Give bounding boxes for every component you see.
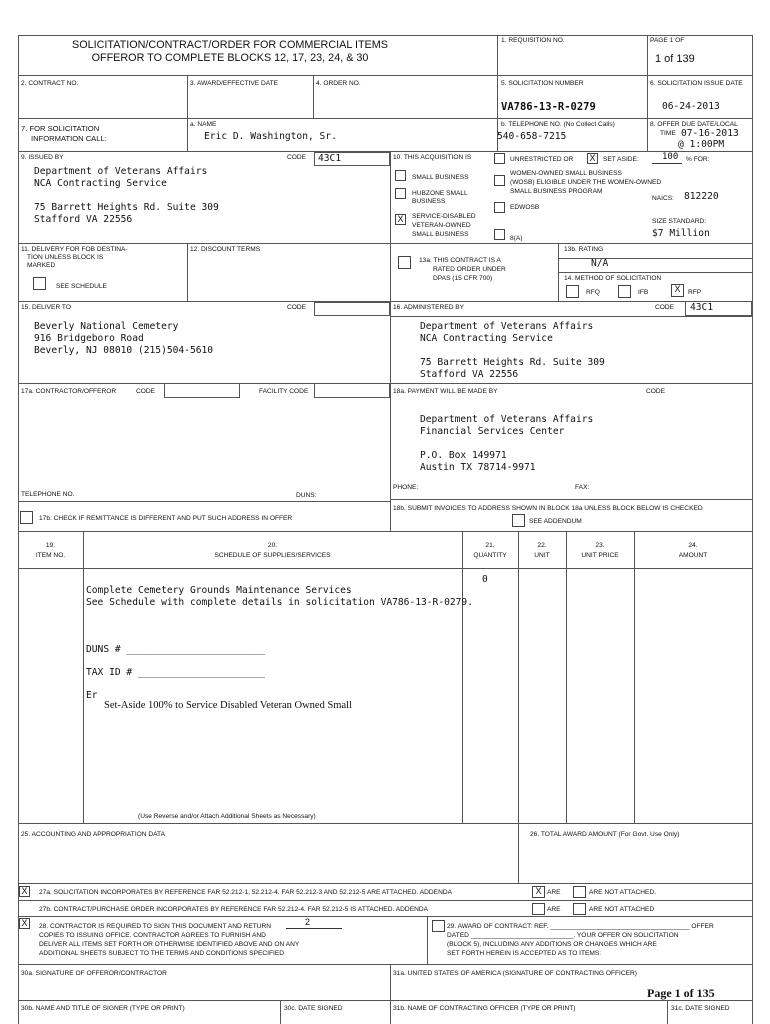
- info-call-label-1: 7. FOR SOLICITATION: [21, 124, 100, 133]
- size-standard-label: SIZE STANDARD:: [652, 218, 707, 225]
- rfq-checkbox[interactable]: [566, 285, 579, 298]
- remittance-checkbox[interactable]: [20, 511, 33, 524]
- wosb-label: [510, 170, 661, 196]
- clause-27a-are-checkbox[interactable]: X: [532, 886, 545, 898]
- offer-due-date: 07-16-2013: [681, 128, 739, 139]
- rfq-label: RFQ: [586, 289, 600, 296]
- offer-due-time: @ 1:00PM: [678, 139, 725, 150]
- hubzone-label-2: BUSINESS: [412, 198, 446, 205]
- submit-invoices-label: 18b. SUBMIT INVOICES TO ADDRESS SHOWN IN BLOCK 18a UNLESS BLOCK BELOW IS CHECKED: [393, 505, 703, 512]
- clause-28-checkbox[interactable]: X: [19, 918, 30, 929]
- unrestricted-checkbox[interactable]: [494, 153, 505, 164]
- administered-by-code-label: CODE: [655, 304, 675, 311]
- acquisition-label: 10. THIS ACQUISITION IS: [393, 154, 472, 161]
- set-aside-checkbox[interactable]: X: [587, 153, 598, 164]
- administered-by-address: [420, 321, 605, 381]
- set-aside-percent: 100: [662, 152, 679, 162]
- er-text: Er: [86, 690, 98, 701]
- schedule-desc-line1: Complete Cemetery Grounds Maintenance Services: [86, 585, 352, 596]
- issued-by-code: 43C1: [318, 153, 342, 164]
- edwosb-label: EDWOSB: [510, 204, 540, 211]
- clause-27b-are-label: ARE: [547, 906, 561, 913]
- wosb-checkbox[interactable]: [494, 175, 505, 186]
- col20-label: SCHEDULE OF SUPPLIES/SERVICES: [214, 552, 331, 559]
- schedule-footnote: (Use Reverse and/or Attach Additional Sheets as Necessary): [138, 813, 316, 820]
- col23-num: 23.: [595, 542, 605, 549]
- wosb-label-3: SMALL BUSINESS PROGRAM: [510, 188, 603, 195]
- col19-num: 19.: [45, 542, 56, 549]
- payment-fax-label: FAX:: [575, 484, 590, 491]
- edwosb-checkbox[interactable]: [494, 202, 505, 213]
- ifb-checkbox[interactable]: [618, 285, 631, 298]
- payment-phone-label: PHONE:: [393, 484, 419, 491]
- page-count: 1 of 139: [655, 53, 695, 65]
- contractor-duns-label: DUNS:: [296, 492, 317, 499]
- administered-by-line1: Department of Veterans Affairs: [420, 321, 594, 332]
- eight-a-checkbox[interactable]: [494, 229, 505, 240]
- col-quantity-header: [462, 542, 518, 560]
- clause-29-line4: SET FORTH HEREIN IS ACCEPTED AS TO ITEMS:: [447, 950, 602, 957]
- clause-29-line2: DATED ____________________________. YOUR OFFER ON SOLICITATION: [447, 932, 679, 939]
- clause-28-text: [39, 922, 299, 958]
- unrestricted-label: UNRESTRICTED OR: [510, 156, 574, 163]
- col23-label: UNIT PRICE: [581, 552, 619, 559]
- issued-by-line4: Stafford VA 22556: [34, 214, 133, 225]
- sdvosb-label-3: SMALL BUSINESS: [412, 231, 469, 238]
- schedule-description: [86, 585, 473, 609]
- schedule-desc-line2: See Schedule with complete details in solicitation VA786-13-R-0279.: [86, 597, 473, 608]
- payment-line4: Austin TX 78714-9971: [420, 462, 536, 473]
- facility-code-box[interactable]: [314, 383, 390, 398]
- contractor-code-box[interactable]: [164, 383, 240, 398]
- deliver-to-code-box: [314, 302, 390, 316]
- clause-29-line1: 29. AWARD OF CONTRACT: REF. ______________________________________ OFFER: [447, 923, 714, 930]
- col22-num: 22.: [537, 542, 547, 549]
- signer-name-label: 30b. NAME AND TITLE OF SIGNER (TYPE OR PRINT): [21, 1005, 185, 1012]
- contact-name: Eric D. Washington, Sr.: [204, 131, 337, 142]
- percent-underline: [652, 163, 682, 164]
- clause-27a-are-not-checkbox[interactable]: [573, 886, 586, 898]
- payment-label: 18a. PAYMENT WILL BE MADE BY: [393, 388, 498, 395]
- co-name-label: 31b. NAME OF CONTRACTING OFFICER (TYPE OR PRINT): [393, 1005, 576, 1012]
- name-label: a. NAME: [190, 121, 217, 128]
- clause-29-text: [447, 922, 714, 958]
- percent-for-label: % FOR:: [686, 156, 710, 163]
- dpas-label-2: RATED ORDER UNDER: [433, 266, 506, 273]
- ifb-label: IFB: [638, 289, 649, 296]
- payment-line3: P.O. Box 149971: [420, 450, 507, 461]
- issued-by-line1: Department of Veterans Affairs: [34, 166, 208, 177]
- page-label: PAGE 1 OF: [650, 37, 685, 44]
- addendum-label: SEE ADDENDUM: [529, 518, 582, 525]
- clause-27a-label: 27a. SOLICITATION INCORPORATES BY REFERENCE FAR 52.212-1, 52.212-4. FAR 52.212-3 AND 52.212-5 ARE ATTACHED. ADDENDA: [39, 889, 452, 896]
- contractor-code-label: CODE: [136, 388, 156, 395]
- order-no-label: 4. ORDER NO.: [316, 80, 361, 87]
- page-footer: Page 1 of 135: [647, 986, 715, 1000]
- clause-28-line2: COPIES TO ISSUING OFFICE. CONTRACTOR AGREES TO FURNISH AND: [39, 932, 266, 939]
- addendum-checkbox[interactable]: [512, 514, 525, 527]
- deliver-to-line2: 916 Bridgeboro Road: [34, 333, 144, 344]
- payment-address: [420, 414, 593, 474]
- delivery-fob-label-3: MARKED: [27, 262, 56, 269]
- rating-label: 13b. RATING: [564, 246, 604, 253]
- administered-by-line3: 75 Barrett Heights Rd. Suite 309: [420, 357, 605, 368]
- signature-offeror-label: 30a. SIGNATURE OF OFFEROR/CONTRACTOR: [21, 970, 167, 977]
- dpas-label: [419, 257, 506, 283]
- clause-27b-are-not-checkbox[interactable]: [573, 903, 586, 915]
- solicitation-number: VA786-13-R-0279: [501, 101, 596, 113]
- clause-28-line4: ADDITIONAL SHEETS SUBJECT TO THE TERMS AND CONDITIONS SPECIFIED: [39, 950, 284, 957]
- requisition-no-label: 1. REQUISITION NO.: [501, 37, 565, 44]
- clause-28-copies-underline: [286, 928, 342, 929]
- deliver-to-line1: Beverly National Cemetery: [34, 321, 179, 332]
- rfp-checkbox[interactable]: X: [671, 284, 684, 297]
- col19-label: ITEM NO.: [35, 552, 66, 559]
- form-title: [20, 39, 440, 65]
- signer-date-label: 30c. DATE SIGNED: [284, 1005, 343, 1012]
- sdvosb-label-1: SERVICE-DISABLED: [412, 213, 476, 220]
- form-title-line2: OFFEROR TO COMPLETE BLOCKS 12, 17, 23, 24, & 30: [91, 52, 369, 64]
- sdvosb-label: [412, 213, 476, 239]
- facility-code-label: FACILITY CODE: [259, 388, 309, 395]
- delivery-fob-label-2: TION UNLESS BLOCK IS: [27, 254, 104, 261]
- dpas-label-1: 13a. THIS CONTRACT IS A: [419, 257, 501, 264]
- set-aside-label: SET ASIDE:: [603, 156, 639, 163]
- col21-label: QUANTITY: [473, 552, 507, 559]
- form-title-line1: SOLICITATION/CONTRACT/ORDER FOR COMMERCIAL ITEMS: [72, 39, 388, 51]
- issued-by-address: [34, 166, 219, 226]
- clause-27b-are-not-label: ARE NOT ATTACHED: [589, 906, 655, 913]
- hubzone-checkbox[interactable]: [395, 188, 406, 199]
- sdvosb-checkbox[interactable]: X: [395, 214, 406, 225]
- deliver-to-line3: Beverly, NJ 08010 (215)504-5610: [34, 345, 214, 356]
- issue-date-label: 6. SOLICITATION ISSUE DATE: [650, 80, 743, 87]
- col-item-no-header: [18, 542, 83, 560]
- issued-by-line2: NCA Contracting Service: [34, 178, 167, 189]
- deliver-to-label: 15. DELIVER TO: [21, 304, 71, 311]
- col-unit-price-header: [566, 542, 634, 560]
- see-schedule-checkbox[interactable]: [33, 277, 46, 290]
- issue-date: 06-24-2013: [662, 101, 720, 112]
- offer-due-time-label: TIME: [660, 130, 676, 137]
- col22-label: UNIT: [534, 552, 550, 559]
- contractor-label: 17a. CONTRACTOR/OFFEROR: [21, 388, 117, 395]
- total-award-label: 26. TOTAL AWARD AMOUNT (For Govt. Use Only): [530, 831, 680, 838]
- method-label: 14. METHOD OF SOLICITATION: [564, 275, 662, 282]
- clause-27a-checkbox[interactable]: X: [19, 886, 30, 897]
- small-business-label: SMALL BUSINESS: [412, 174, 469, 181]
- remittance-label: 17b. CHECK IF REMITTANCE IS DIFFERENT AND PUT SUCH ADDRESS IN OFFER: [39, 515, 293, 522]
- rfp-label: RFP: [688, 289, 702, 296]
- accounting-label: 25. ACCOUNTING AND APPROPRIATION DATA: [21, 831, 165, 838]
- col-amount-header: [634, 542, 752, 560]
- naics-label: NAICS:: [652, 195, 674, 202]
- tax-id-line: TAX ID # ______________________: [86, 667, 266, 678]
- hubzone-label: [412, 190, 468, 206]
- delivery-fob-label-1: 11. DELIVERY FOR FOB DESTINA-: [21, 246, 128, 253]
- quantity-value: 0: [482, 574, 488, 585]
- clause-27b-are-checkbox[interactable]: [532, 903, 545, 915]
- payment-code-label: CODE: [646, 388, 666, 395]
- clause-28-line3: DELIVER ALL ITEMS SET FORTH OR OTHERWISE IDENTIFIED ABOVE AND ON ANY: [39, 941, 300, 948]
- col21-num: 21.: [485, 542, 495, 549]
- info-call-label: [21, 124, 107, 144]
- payment-line2: Financial Services Center: [420, 426, 565, 437]
- rating-value: N/A: [591, 258, 609, 269]
- clause-29-line3: (BLOCK 5), INCLUDING ANY ADDITIONS OR CHANGES WHICH ARE: [447, 941, 657, 948]
- info-call-label-2: INFORMATION CALL:: [31, 134, 107, 143]
- administered-by-code: 43C1: [690, 302, 714, 313]
- contractor-telephone-label: TELEPHONE NO.: [21, 491, 75, 498]
- clause-29-checkbox[interactable]: [432, 920, 445, 932]
- col20-num: 20.: [267, 542, 278, 549]
- issued-by-label: 9. ISSUED BY: [21, 154, 64, 161]
- small-business-checkbox[interactable]: [395, 170, 406, 181]
- issued-by-line3: 75 Barrett Heights Rd. Suite 309: [34, 202, 219, 213]
- deliver-to-code-label: CODE: [287, 304, 307, 311]
- size-standard: $7 Million: [652, 228, 710, 239]
- col-schedule-header: [83, 542, 462, 560]
- administered-by-line4: Stafford VA 22556: [420, 369, 519, 380]
- col24-label: AMOUNT: [678, 552, 708, 559]
- eight-a-label: 8(A): [510, 235, 523, 242]
- clause-28-copies: 2: [305, 917, 311, 927]
- col-unit-header: [518, 542, 566, 560]
- solicitation-no-label: 5. SOLICITATION NUMBER: [501, 80, 584, 87]
- administered-by-label: 16. ADMINISTERED BY: [393, 304, 465, 311]
- wosb-label-2: (WOSB) ELIGIBLE UNDER THE WOMEN-OWNED: [510, 179, 662, 186]
- award-date-label: 3. AWARD/EFFECTIVE DATE: [190, 80, 279, 87]
- issued-by-code-label: CODE: [287, 154, 307, 161]
- col24-num: 24.: [688, 542, 698, 549]
- deliver-to-address: [34, 321, 213, 357]
- clause-27b-label: 27b. CONTRACT/PURCHASE ORDER INCORPORATES BY REFERENCE FAR 52.212-4. FAR 52.212-5 IS ATTACHED. ADDENDA: [39, 906, 429, 913]
- offer-due-label: 8. OFFER DUE DATE/LOCAL: [650, 121, 738, 128]
- naics-code: 812220: [684, 191, 719, 202]
- see-schedule-label: SEE SCHEDULE: [56, 283, 107, 290]
- hubzone-label-1: HUBZONE SMALL: [412, 190, 468, 197]
- dpas-checkbox[interactable]: [398, 256, 411, 269]
- delivery-fob-label: [21, 246, 128, 270]
- administered-by-line2: NCA Contracting Service: [420, 333, 553, 344]
- duns-line: DUNS # ________________________: [86, 644, 266, 655]
- signature-co-label: 31a. UNITED STATES OF AMERICA (SIGNATURE OF CONTRACTING OFFICER): [393, 970, 637, 977]
- telephone-label: b. TELEPHONE NO. (No Collect Calls): [501, 121, 615, 128]
- set-aside-note: Set-Aside 100% to Service Disabled Veteran Owned Small: [104, 700, 352, 711]
- contract-no-label: 2. CONTRACT NO.: [21, 80, 79, 87]
- co-date-label: 31c. DATE SIGNED: [671, 1005, 730, 1012]
- dpas-label-3: DPAS (15 CFR 700): [433, 275, 493, 282]
- telephone-number: 540-658-7215: [497, 131, 567, 142]
- clause-27a-are-not-label: ARE NOT ATTACHED.: [589, 889, 657, 896]
- wosb-label-1: WOMEN-OWNED SMALL BUSINESS: [510, 170, 622, 177]
- clause-27a-are-label: ARE: [547, 889, 561, 896]
- clause-28-line1: 28. CONTRACTOR IS REQUIRED TO SIGN THIS DOCUMENT AND RETURN: [39, 923, 272, 930]
- sdvosb-label-2: VETERAN-OWNED: [412, 222, 471, 229]
- discount-terms-label: 12. DISCOUNT TERMS: [190, 246, 261, 253]
- payment-line1: Department of Veterans Affairs: [420, 414, 594, 425]
